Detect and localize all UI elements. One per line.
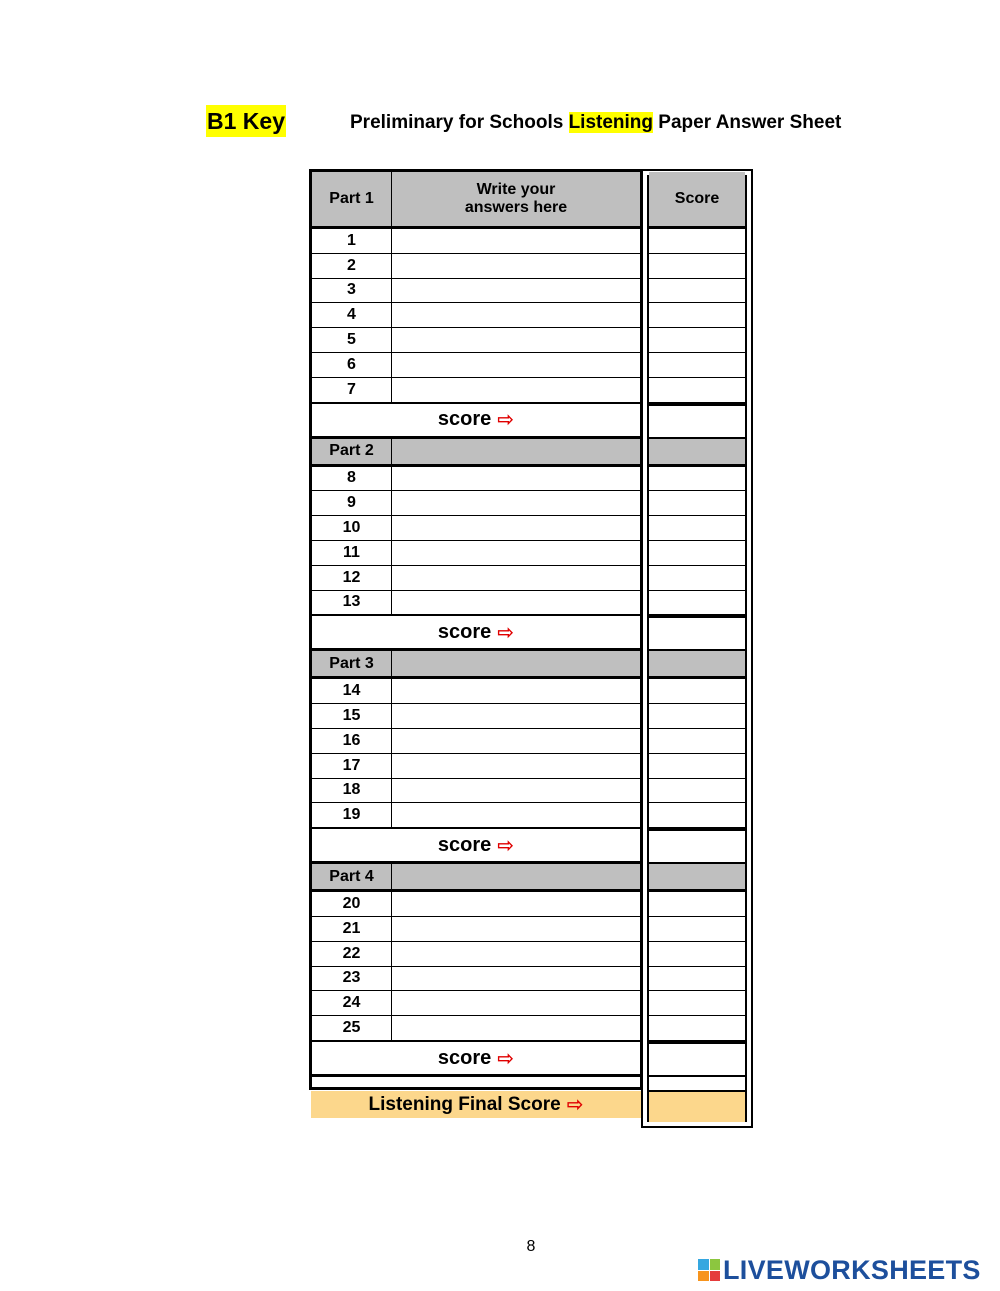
question-row: [312, 942, 640, 967]
question-score-cell[interactable]: [649, 378, 745, 403]
answer-input[interactable]: [392, 779, 640, 803]
question-score-cell[interactable]: [649, 729, 745, 754]
part-score-row: [312, 1041, 640, 1077]
question-number: 15: [312, 704, 392, 728]
answer-input[interactable]: [392, 303, 640, 327]
score-header-cell: Score: [649, 172, 745, 229]
answer-sheet-table: [309, 169, 643, 1090]
question-score-cell[interactable]: [649, 991, 745, 1016]
answer-input[interactable]: [392, 729, 640, 753]
question-score-cell[interactable]: [649, 566, 745, 591]
answer-input[interactable]: [392, 491, 640, 515]
question-number: 24: [312, 991, 392, 1015]
question-number: 16: [312, 729, 392, 753]
question-number: 17: [312, 754, 392, 778]
answer-input[interactable]: [392, 942, 640, 966]
question-row: [312, 967, 640, 992]
part-score-row: [312, 403, 640, 439]
title-part-1: Preliminary for Schools: [350, 112, 569, 133]
question-row: [312, 254, 640, 279]
final-score-cell[interactable]: [649, 1090, 745, 1122]
arrow-icon: ⇨: [566, 1094, 584, 1116]
score-header-cell: [649, 864, 745, 892]
question-number: 7: [312, 378, 392, 402]
question-row: [312, 779, 640, 804]
question-row: [312, 566, 640, 591]
answer-input[interactable]: [392, 516, 640, 540]
answer-input[interactable]: [392, 353, 640, 377]
answer-input[interactable]: [392, 892, 640, 916]
answer-input[interactable]: [392, 254, 640, 278]
question-number: 2: [312, 254, 392, 278]
page-title: [350, 110, 841, 136]
answer-input[interactable]: [392, 566, 640, 590]
score-column: [641, 169, 753, 1128]
question-row: [312, 591, 640, 616]
level-label: B1 Key: [206, 105, 286, 137]
question-number: 1: [312, 229, 392, 253]
question-score-cell[interactable]: [649, 229, 745, 254]
question-score-cell[interactable]: [649, 917, 745, 942]
part-score-row: [312, 615, 640, 651]
question-number: 5: [312, 328, 392, 352]
question-number: 4: [312, 303, 392, 327]
part-label: Part 3: [312, 651, 392, 676]
question-row: [312, 353, 640, 378]
answer-input[interactable]: [392, 679, 640, 703]
question-score-cell[interactable]: [649, 516, 745, 541]
question-number: 9: [312, 491, 392, 515]
part-label: Part 1: [312, 172, 392, 226]
part-score-cell[interactable]: [649, 1041, 745, 1077]
answer-input[interactable]: [392, 591, 640, 615]
score-label: score: [437, 1046, 492, 1069]
question-score-cell[interactable]: [649, 467, 745, 492]
answer-input[interactable]: [392, 1016, 640, 1040]
question-row: [312, 892, 640, 917]
answer-input[interactable]: [392, 704, 640, 728]
question-score-cell[interactable]: [649, 279, 745, 304]
question-score-cell[interactable]: [649, 303, 745, 328]
question-row: [312, 378, 640, 403]
score-header-cell: [649, 651, 745, 679]
question-score-cell[interactable]: [649, 967, 745, 992]
question-row: [312, 491, 640, 516]
score-label: score: [437, 833, 492, 856]
part-score-cell[interactable]: [649, 615, 745, 651]
score-label: score: [437, 620, 492, 643]
question-row: [312, 704, 640, 729]
arrow-icon: ⇨: [497, 834, 515, 857]
question-row: [312, 516, 640, 541]
answer-input[interactable]: [392, 754, 640, 778]
question-score-cell[interactable]: [649, 754, 745, 779]
question-row: [312, 279, 640, 304]
question-row: [312, 729, 640, 754]
question-score-cell[interactable]: [649, 541, 745, 566]
question-number: 3: [312, 279, 392, 303]
question-row: [312, 679, 640, 704]
question-score-cell[interactable]: [649, 328, 745, 353]
part-label: Part 2: [312, 439, 392, 464]
score-label: score: [437, 408, 492, 431]
answer-input[interactable]: [392, 917, 640, 941]
part-header-row: [312, 864, 640, 892]
answer-input[interactable]: [392, 378, 640, 402]
score-header-cell: [649, 439, 745, 467]
answers-header: [392, 651, 640, 676]
answer-input[interactable]: [392, 967, 640, 991]
question-number: 22: [312, 942, 392, 966]
question-score-cell[interactable]: [649, 779, 745, 804]
answer-input[interactable]: [392, 279, 640, 303]
question-number: 20: [312, 892, 392, 916]
answer-input[interactable]: [392, 467, 640, 491]
arrow-icon: ⇨: [497, 621, 515, 644]
question-score-cell[interactable]: [649, 892, 745, 917]
question-row: [312, 229, 640, 254]
question-score-cell[interactable]: [649, 254, 745, 279]
question-number: 13: [312, 591, 392, 615]
question-row: [312, 917, 640, 942]
question-row: [312, 303, 640, 328]
question-number: 10: [312, 516, 392, 540]
part-header-row: [312, 439, 640, 467]
part-score-cell[interactable]: [649, 403, 745, 439]
answers-header: [392, 439, 640, 464]
answers-header: Write your answers here: [464, 181, 568, 216]
question-number: 18: [312, 779, 392, 803]
question-row: [312, 467, 640, 492]
page-number: 8: [526, 1238, 536, 1255]
answer-input[interactable]: [392, 229, 640, 253]
score-column-inner: [647, 175, 747, 1122]
part-score-cell[interactable]: [649, 828, 745, 864]
answers-header: [392, 864, 640, 889]
question-row: [312, 991, 640, 1016]
question-score-cell[interactable]: [649, 1016, 745, 1041]
question-number: 25: [312, 1016, 392, 1040]
title-highlight: Listening: [568, 112, 654, 133]
answer-input[interactable]: [392, 803, 640, 827]
question-score-cell[interactable]: [649, 803, 745, 828]
question-number: 6: [312, 353, 392, 377]
part-label: Part 4: [312, 864, 392, 889]
question-number: 23: [312, 967, 392, 991]
question-row: [312, 1016, 640, 1041]
question-row: [312, 803, 640, 828]
question-number: 12: [312, 566, 392, 590]
arrow-icon: ⇨: [497, 409, 515, 432]
question-row: [312, 754, 640, 779]
answer-input[interactable]: [392, 991, 640, 1015]
arrow-icon: ⇨: [497, 1047, 515, 1070]
question-score-cell[interactable]: [649, 679, 745, 704]
question-score-cell[interactable]: [649, 704, 745, 729]
final-score-label: Listening Final Score: [368, 1093, 561, 1115]
question-number: 19: [312, 803, 392, 827]
title-part-2: Paper Answer Sheet: [653, 112, 842, 133]
logo-icon: [698, 1259, 720, 1281]
liveworksheets-logo: [698, 1254, 981, 1286]
question-row: [312, 328, 640, 353]
question-score-cell[interactable]: [649, 491, 745, 516]
question-score-cell[interactable]: [649, 353, 745, 378]
final-score-row: [311, 1091, 641, 1118]
part-score-row: [312, 828, 640, 864]
question-number: 8: [312, 467, 392, 491]
question-score-cell[interactable]: [649, 942, 745, 967]
answer-input[interactable]: [392, 541, 640, 565]
question-row: [312, 541, 640, 566]
answer-input[interactable]: [392, 328, 640, 352]
logo-text: LIVEWORKSHEETS: [723, 1254, 981, 1285]
question-number: 11: [312, 541, 392, 565]
question-number: 14: [312, 679, 392, 703]
question-score-cell[interactable]: [649, 591, 745, 616]
part-header-row: [312, 172, 640, 229]
part-header-row: [312, 651, 640, 679]
question-number: 21: [312, 917, 392, 941]
